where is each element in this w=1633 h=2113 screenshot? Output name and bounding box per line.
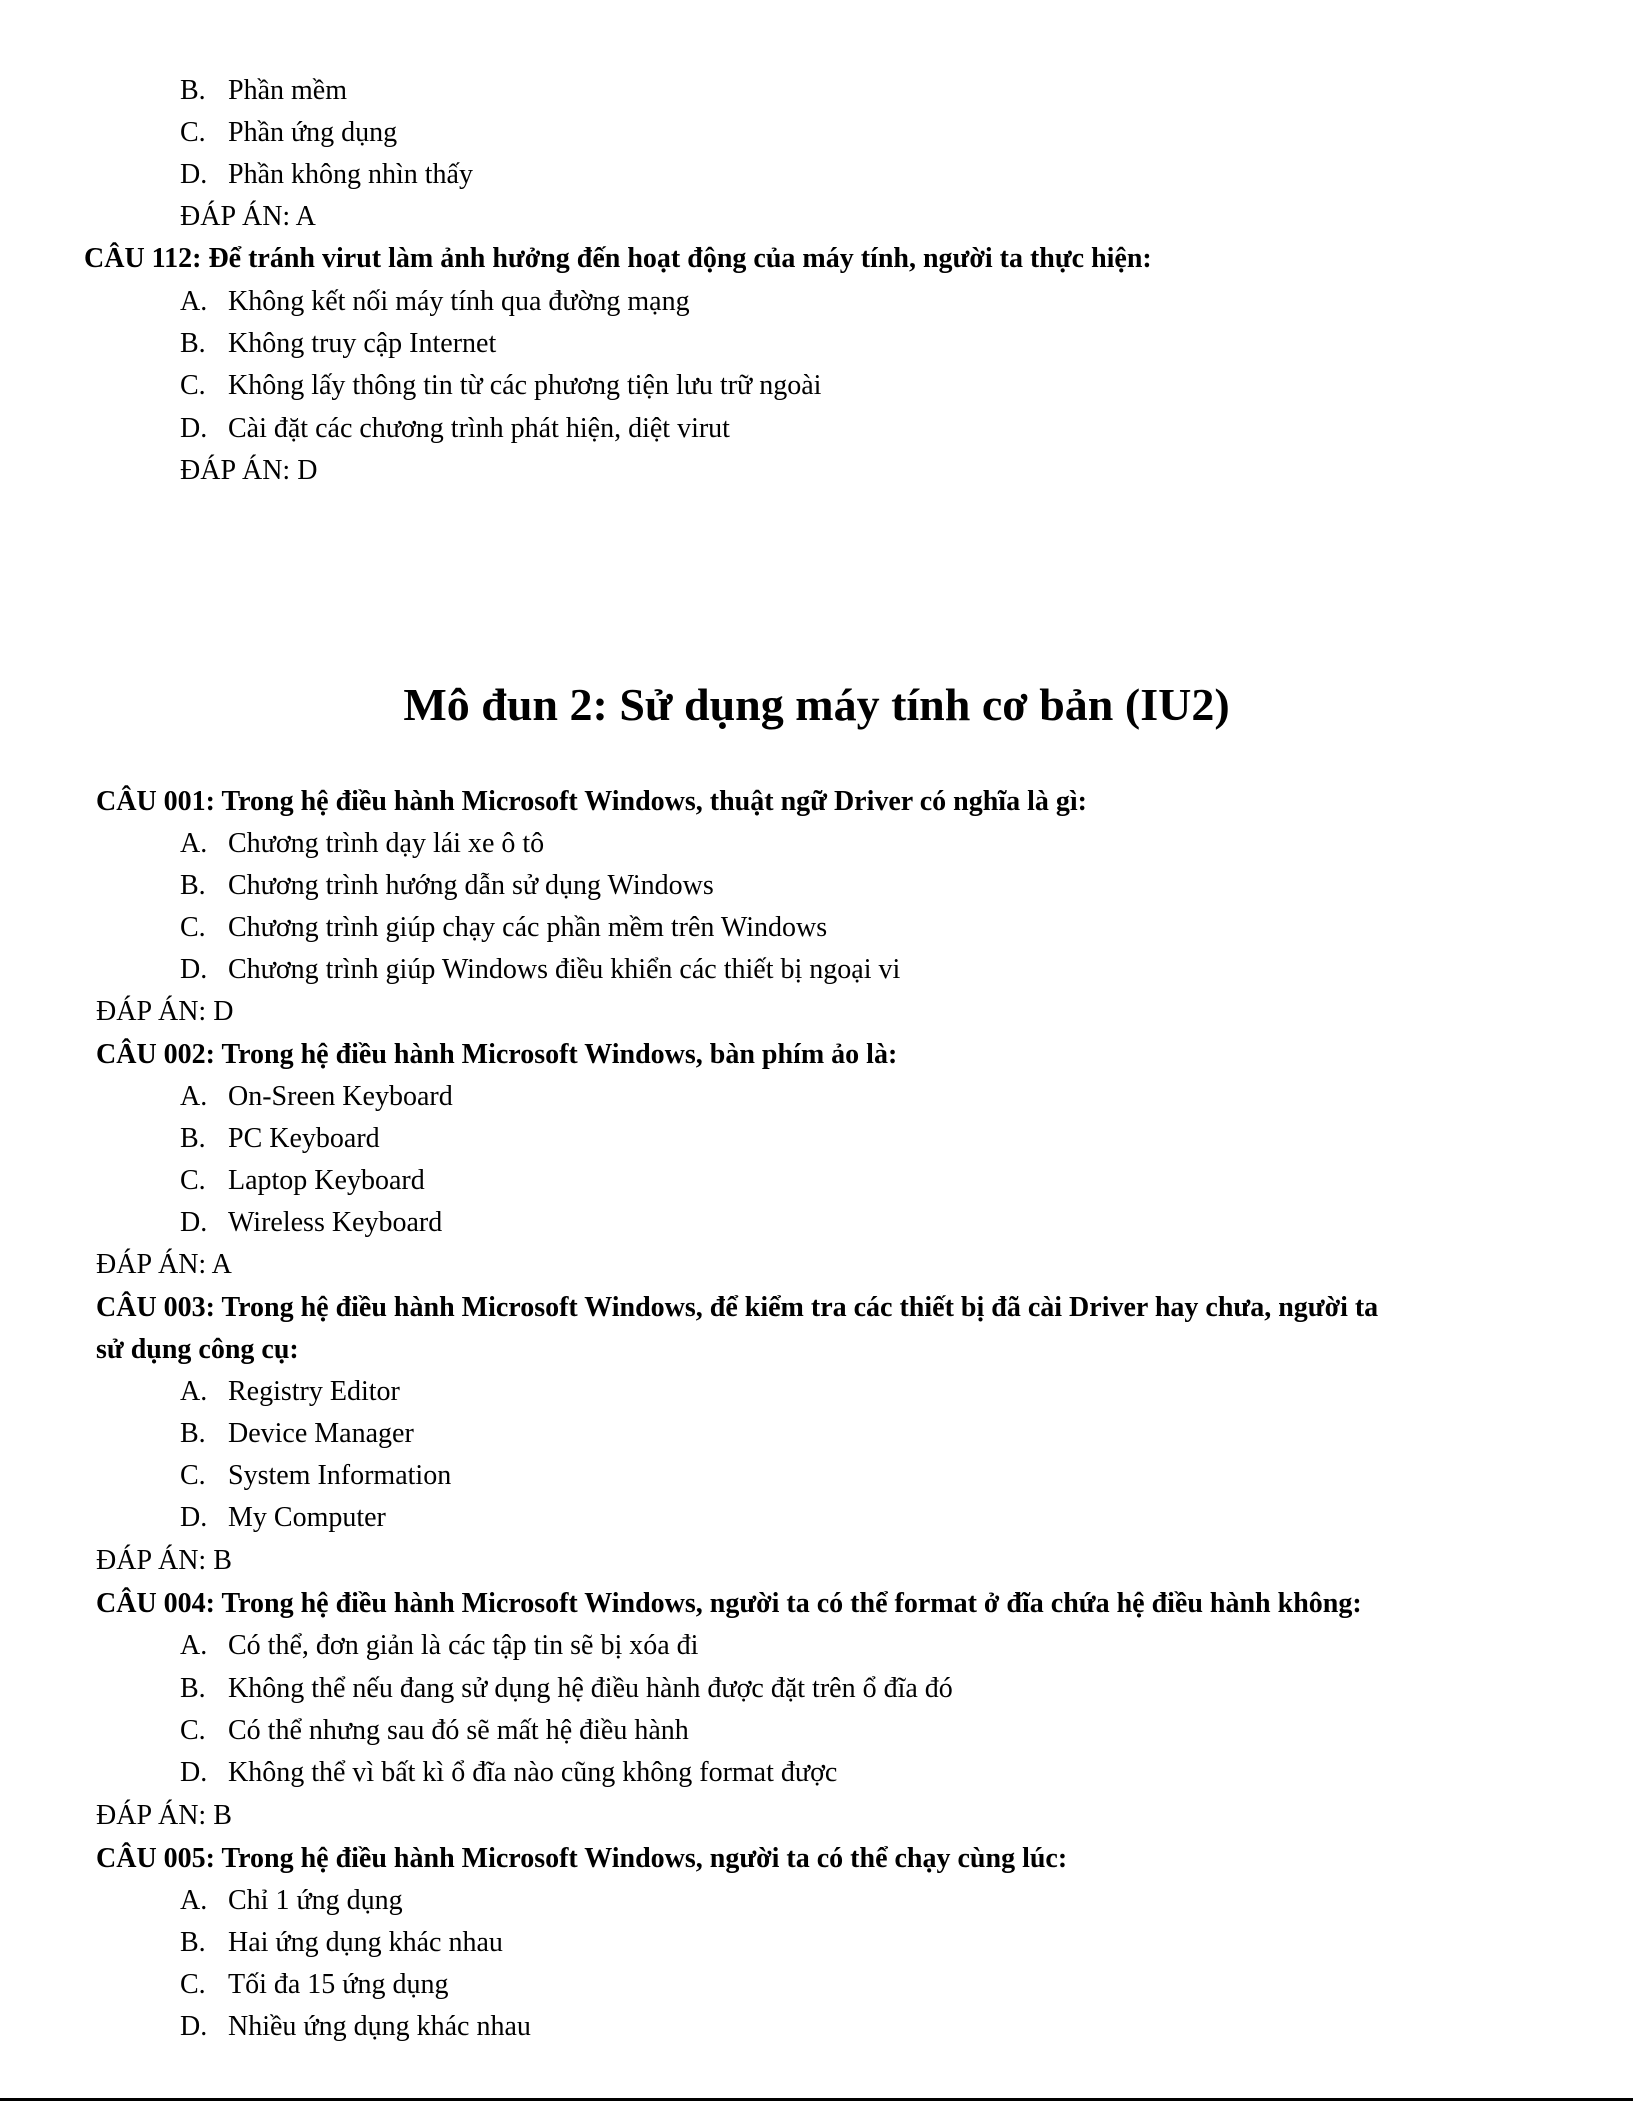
option-c: C. System Information	[180, 1460, 452, 1491]
option-b: B. Device Manager	[180, 1418, 414, 1449]
option-b: B. Không thể nếu đang sử dụng hệ điều hành được đặt trên ổ đĩa đó	[180, 1673, 953, 1704]
option-d: D. Không thể vì bất kì ổ đĩa nào cũng không format được	[180, 1757, 838, 1788]
option-b: B. Hai ứng dụng khác nhau	[180, 1927, 503, 1958]
option-c: C. Tối đa 15 ứng dụng	[180, 1969, 449, 2000]
module-title: Mô đun 2: Sử dụng máy tính cơ bản (IU2)	[403, 679, 1230, 730]
option-b: B. Chương trình hướng dẫn sử dụng Windows	[180, 870, 714, 901]
option-c: C. Không lấy thông tin từ các phương tiện lưu trữ ngoài	[180, 370, 822, 401]
question-112: CÂU 112: Để tránh virut làm ảnh hưởng đến hoạt động của máy tính, người ta thực hiện:	[84, 243, 1152, 274]
option-d: D. Phần không nhìn thấy	[180, 159, 473, 190]
question-005: CÂU 005: Trong hệ điều hành Microsoft Windows, người ta có thể chạy cùng lúc:	[96, 1843, 1068, 1874]
option-c: C. Có thể nhưng sau đó sẽ mất hệ điều hành	[180, 1715, 689, 1746]
option-d: D. Cài đặt các chương trình phát hiện, diệt virut	[180, 413, 730, 444]
option-a: A. Registry Editor	[180, 1376, 400, 1407]
option-d: D. Chương trình giúp Windows điều khiển các thiết bị ngoại vi	[180, 954, 901, 985]
question-001: CÂU 001: Trong hệ điều hành Microsoft Windows, thuật ngữ Driver có nghĩa là gì:	[96, 786, 1087, 817]
option-b: B. Không truy cập Internet	[180, 328, 497, 359]
option-c: C. Chương trình giúp chạy các phần mềm trên Windows	[180, 912, 828, 943]
option-c: C. Laptop Keyboard	[180, 1165, 425, 1196]
option-d: D. My Computer	[180, 1502, 386, 1533]
option-a: A. Có thể, đơn giản là các tập tin sẽ bị xóa đi	[180, 1630, 699, 1661]
answer-line: ĐÁP ÁN: D	[180, 455, 318, 486]
answer-line: ĐÁP ÁN: A	[180, 201, 316, 232]
option-b: B. Phần mềm	[180, 75, 347, 106]
page-bottom-rule	[0, 2098, 1633, 2101]
question-002: CÂU 002: Trong hệ điều hành Microsoft Windows, bàn phím ảo là:	[96, 1039, 898, 1070]
option-d: D. Nhiều ứng dụng khác nhau	[180, 2011, 531, 2042]
question-004: CÂU 004: Trong hệ điều hành Microsoft Windows, người ta có thể format ở đĩa chứa hệ điều hành không:	[96, 1588, 1362, 1619]
answer-line: ĐÁP ÁN: D	[96, 996, 234, 1027]
question-003: CÂU 003: Trong hệ điều hành Microsoft Windows, để kiểm tra các thiết bị đã cài Driver hay chưa, người ta	[96, 1292, 1379, 1323]
option-d: D. Wireless Keyboard	[180, 1207, 443, 1238]
option-b: B. PC Keyboard	[180, 1123, 380, 1154]
answer-line: ĐÁP ÁN: B	[96, 1545, 232, 1576]
answer-line: ĐÁP ÁN: B	[96, 1800, 232, 1831]
option-a: A. Chỉ 1 ứng dụng	[180, 1885, 403, 1916]
option-a: A. Không kết nối máy tính qua đường mạng	[180, 286, 690, 317]
option-a: A. Chương trình dạy lái xe ô tô	[180, 828, 545, 859]
question-003-continued: sử dụng công cụ:	[96, 1334, 299, 1365]
answer-line: ĐÁP ÁN: A	[96, 1249, 232, 1280]
option-c: C. Phần ứng dụng	[180, 117, 398, 148]
option-a: A. On-Sreen Keyboard	[180, 1081, 453, 1112]
